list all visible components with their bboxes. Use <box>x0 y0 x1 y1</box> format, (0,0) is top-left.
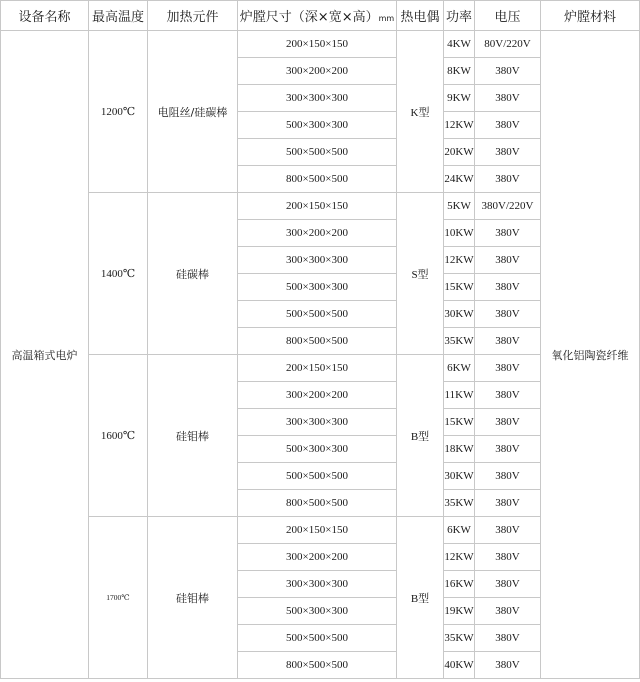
chamber-size-cell: 300×200×200 <box>238 220 397 247</box>
heating-element-cell: 硅钼棒 <box>148 355 238 517</box>
power-cell: 4KW <box>444 31 475 58</box>
voltage-cell: 380V <box>475 328 541 355</box>
header-row <box>1 1 640 31</box>
max-temp-cell: 1700℃ <box>89 517 148 679</box>
power-cell: 5KW <box>444 193 475 220</box>
chamber-size-cell: 200×150×150 <box>238 517 397 544</box>
thermocouple-cell: B型 <box>397 355 444 517</box>
header-heating-element: 加热元件 <box>148 1 238 31</box>
power-cell: 9KW <box>444 85 475 112</box>
power-cell: 30KW <box>444 463 475 490</box>
power-cell: 24KW <box>444 166 475 193</box>
power-cell: 18KW <box>444 436 475 463</box>
heating-element-cell: 硅钼棒 <box>148 517 238 679</box>
chamber-size-cell: 300×200×200 <box>238 58 397 85</box>
chamber-size-cell: 500×300×300 <box>238 598 397 625</box>
chamber-size-cell: 300×200×200 <box>238 382 397 409</box>
power-cell: 12KW <box>444 247 475 274</box>
voltage-cell: 380V <box>475 544 541 571</box>
heating-element-cell: 电阻丝/硅碳棒 <box>148 31 238 193</box>
thermocouple-cell: K型 <box>397 31 444 193</box>
power-cell: 15KW <box>444 274 475 301</box>
header-power: 功率 <box>444 1 475 31</box>
chamber-size-cell: 300×300×300 <box>238 571 397 598</box>
voltage-cell: 380V <box>475 274 541 301</box>
power-cell: 16KW <box>444 571 475 598</box>
chamber-size-cell: 300×300×300 <box>238 247 397 274</box>
voltage-cell: 380V <box>475 463 541 490</box>
voltage-cell: 380V <box>475 382 541 409</box>
voltage-cell: 380V/220V <box>475 193 541 220</box>
voltage-cell: 380V <box>475 490 541 517</box>
voltage-cell: 380V <box>475 517 541 544</box>
power-cell: 6KW <box>444 517 475 544</box>
chamber-size-cell: 200×150×150 <box>238 355 397 382</box>
power-cell: 35KW <box>444 490 475 517</box>
power-cell: 6KW <box>444 355 475 382</box>
heating-element-cell: 硅碳棒 <box>148 193 238 355</box>
chamber-size-cell: 800×500×500 <box>238 652 397 679</box>
chamber-size-cell: 800×500×500 <box>238 166 397 193</box>
voltage-cell: 380V <box>475 85 541 112</box>
chamber-size-cell: 200×150×150 <box>238 193 397 220</box>
table-row <box>1 31 640 58</box>
chamber-material-cell: 氧化铝陶瓷纤维 <box>541 31 640 679</box>
voltage-cell: 380V <box>475 220 541 247</box>
header-max-temp: 最高温度 <box>89 1 148 31</box>
power-cell: 30KW <box>444 301 475 328</box>
chamber-size-cell: 300×200×200 <box>238 544 397 571</box>
power-cell: 20KW <box>444 139 475 166</box>
power-cell: 8KW <box>444 58 475 85</box>
header-chamber-size <box>238 1 397 31</box>
voltage-cell: 380V <box>475 598 541 625</box>
power-cell: 35KW <box>444 328 475 355</box>
power-cell: 19KW <box>444 598 475 625</box>
chamber-size-cell: 800×500×500 <box>238 328 397 355</box>
voltage-cell: 380V <box>475 166 541 193</box>
power-cell: 11KW <box>444 382 475 409</box>
chamber-size-cell: 500×500×500 <box>238 625 397 652</box>
thermocouple-cell: S型 <box>397 193 444 355</box>
voltage-cell: 380V <box>475 112 541 139</box>
device-name-cell: 高温箱式电炉 <box>1 31 89 679</box>
voltage-cell: 380V <box>475 247 541 274</box>
voltage-cell: 380V <box>475 652 541 679</box>
chamber-size-cell: 300×300×300 <box>238 409 397 436</box>
voltage-cell: 80V/220V <box>475 31 541 58</box>
power-cell: 12KW <box>444 544 475 571</box>
power-cell: 10KW <box>444 220 475 247</box>
header-size-label: 炉膛尺寸（深×宽×高） <box>239 10 379 25</box>
voltage-cell: 380V <box>475 355 541 382</box>
max-temp-cell: 1200℃ <box>89 31 148 193</box>
voltage-cell: 380V <box>475 58 541 85</box>
header-voltage: 电压 <box>475 1 541 31</box>
header-device: 设备名称 <box>1 1 89 31</box>
power-cell: 35KW <box>444 625 475 652</box>
thermocouple-cell: B型 <box>397 517 444 679</box>
power-cell: 12KW <box>444 112 475 139</box>
chamber-size-cell: 500×300×300 <box>238 436 397 463</box>
chamber-size-cell: 500×500×500 <box>238 301 397 328</box>
chamber-size-cell: 500×300×300 <box>238 274 397 301</box>
chamber-size-cell: 300×300×300 <box>238 85 397 112</box>
header-chamber-material: 炉膛材料 <box>541 1 640 31</box>
header-thermocouple: 热电偶 <box>397 1 444 31</box>
power-cell: 40KW <box>444 652 475 679</box>
max-temp-cell: 1400℃ <box>89 193 148 355</box>
voltage-cell: 380V <box>475 436 541 463</box>
chamber-size-cell: 500×500×500 <box>238 139 397 166</box>
voltage-cell: 380V <box>475 571 541 598</box>
chamber-size-cell: 200×150×150 <box>238 31 397 58</box>
chamber-size-cell: 800×500×500 <box>238 490 397 517</box>
chamber-size-cell: 500×500×500 <box>238 463 397 490</box>
max-temp-cell: 1600℃ <box>89 355 148 517</box>
power-cell: 15KW <box>444 409 475 436</box>
voltage-cell: 380V <box>475 409 541 436</box>
header-size-unit: mm <box>378 14 395 23</box>
voltage-cell: 380V <box>475 301 541 328</box>
voltage-cell: 380V <box>475 139 541 166</box>
voltage-cell: 380V <box>475 625 541 652</box>
chamber-size-cell: 500×300×300 <box>238 112 397 139</box>
